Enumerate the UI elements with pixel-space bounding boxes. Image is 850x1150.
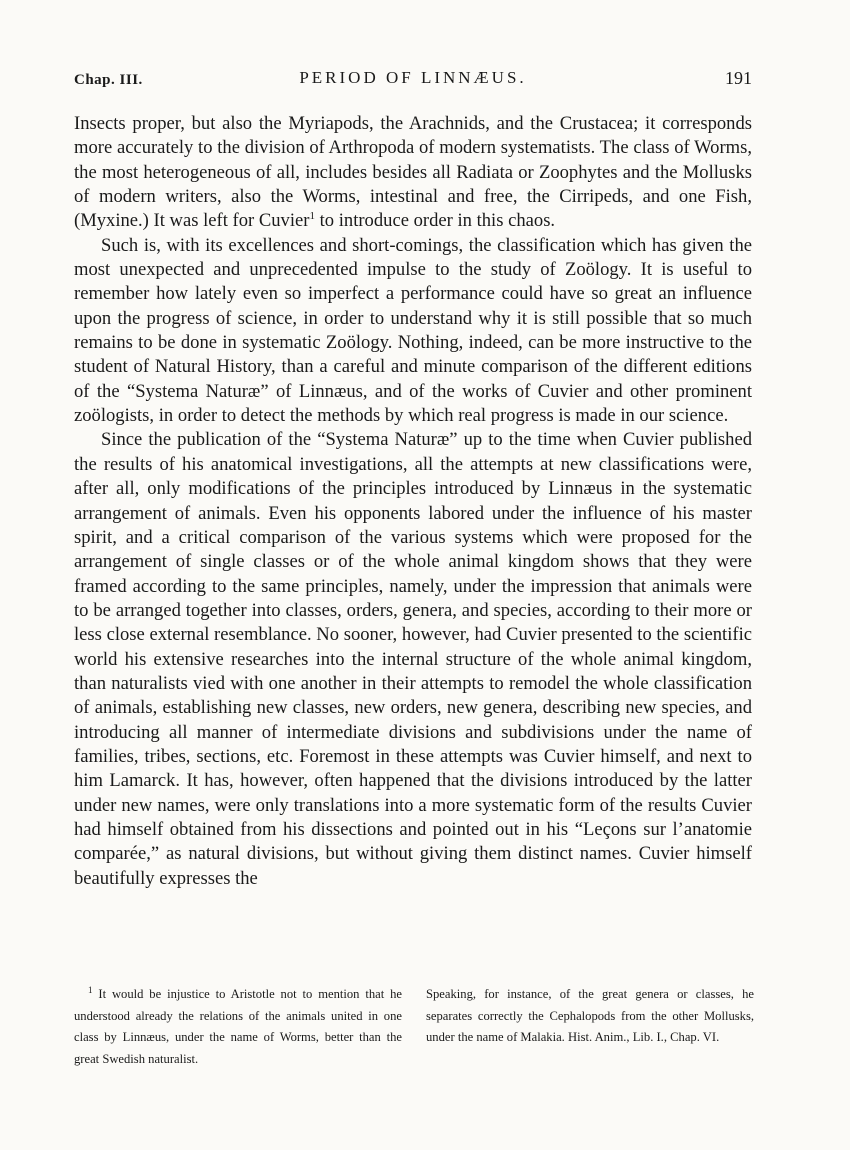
footnotes (74, 984, 754, 1070)
paragraph-1 (74, 112, 752, 234)
chapter-label: Chap. III. (74, 72, 143, 88)
paragraph-1-text: Insects proper, but also the Myriapods, the Arachnids, and the Crustacea; it corresponds more accurately to the division of Arthropoda of modern systematists. The class of Worms, the most heterogeneous of all, includes besides all Radiata or Zoophytes and the Mollusks of modern writers, also the Worms, intestinal and free, the Cirripeds, and one Fish, (Myxine.) It was left for Cuvier (74, 113, 752, 232)
footnote-ref-1: 1 (309, 210, 315, 223)
footnote-left-column (74, 984, 402, 1070)
page-number: 191 (725, 68, 752, 88)
running-title: PERIOD OF LINNÆUS. (299, 68, 527, 87)
paragraph-1-tail: to introduce order in this chaos. (314, 210, 556, 232)
footnote-left-text: It would be injustice to Aristotle not to mention that he understood already the relations of the animals united in one class by Linnæus, under the name of Worms, better than the great Swedish naturalist. (74, 987, 402, 1066)
running-header (74, 64, 752, 92)
footnote-mark: 1 (88, 984, 93, 995)
footnote-right-column: Speaking, for instance, of the great genera or classes, he separates correctly the Cephalopods from the other Mollusks, under the name of Malakia. Hist. Anim., Lib. I., Chap. VI. (426, 987, 754, 1044)
paragraph-3: Since the publication of the “Systema Naturæ” up to the time when Cuvier published the results of his anatomical investigations, all the attempts at new classifications were, after all, only modifications of the principles introduced by Linnæus in the systematic arrangement of animals. Even his opponents labored under the influence of his master spirit, and a critical comparison of the various systems which were proposed for the arrangement of single classes or of the whole animal kingdom shows that they were framed according to the same principles, namely, under the impression that animals were to be arranged together into classes, orders, genera, and species, according to their more or less close external resemblance. No sooner, however, had Cuvier presented to the scientific world his extensive researches into the internal structure of the whole animal kingdom, than naturalists vied with one another in their attempts to remodel the whole classification of animals, establishing new classes, new orders, new genera, describing new species, and introducing all manner of intermediate divisions and subdivisions under the name of families, tribes, sections, etc. Foremost in these attempts was Cuvier himself, and next to him Lamarck. It has, however, often happened that the divisions introduced by the latter under new names, were only translations into a more systematic form of the results Cuvier had himself obtained from his dissections and pointed out in his “Leçons sur l’anatomie comparée,” as natural divisions, but without giving them distinct names. Cuvier himself beautifully expresses the (74, 429, 752, 889)
body-text (74, 112, 752, 891)
paragraph-2: Such is, with its excellences and short-comings, the classification which has given the most unexpected and unprecedented impulse to the study of Zoölogy. It is useful to remember how lately even so imperfect a performance could have so great an influence upon the progress of science, in order to understand why it is still possible that so much remains to be done in systematic Zoölogy. Nothing, indeed, can be more instructive to the student of Natural History, than a careful and minute comparison of the different editions of the “Systema Naturæ” of Linnæus, and of the works of Cuvier and other prominent zoölogists, in order to detect the methods by which real progress is made in our science. (74, 234, 752, 427)
